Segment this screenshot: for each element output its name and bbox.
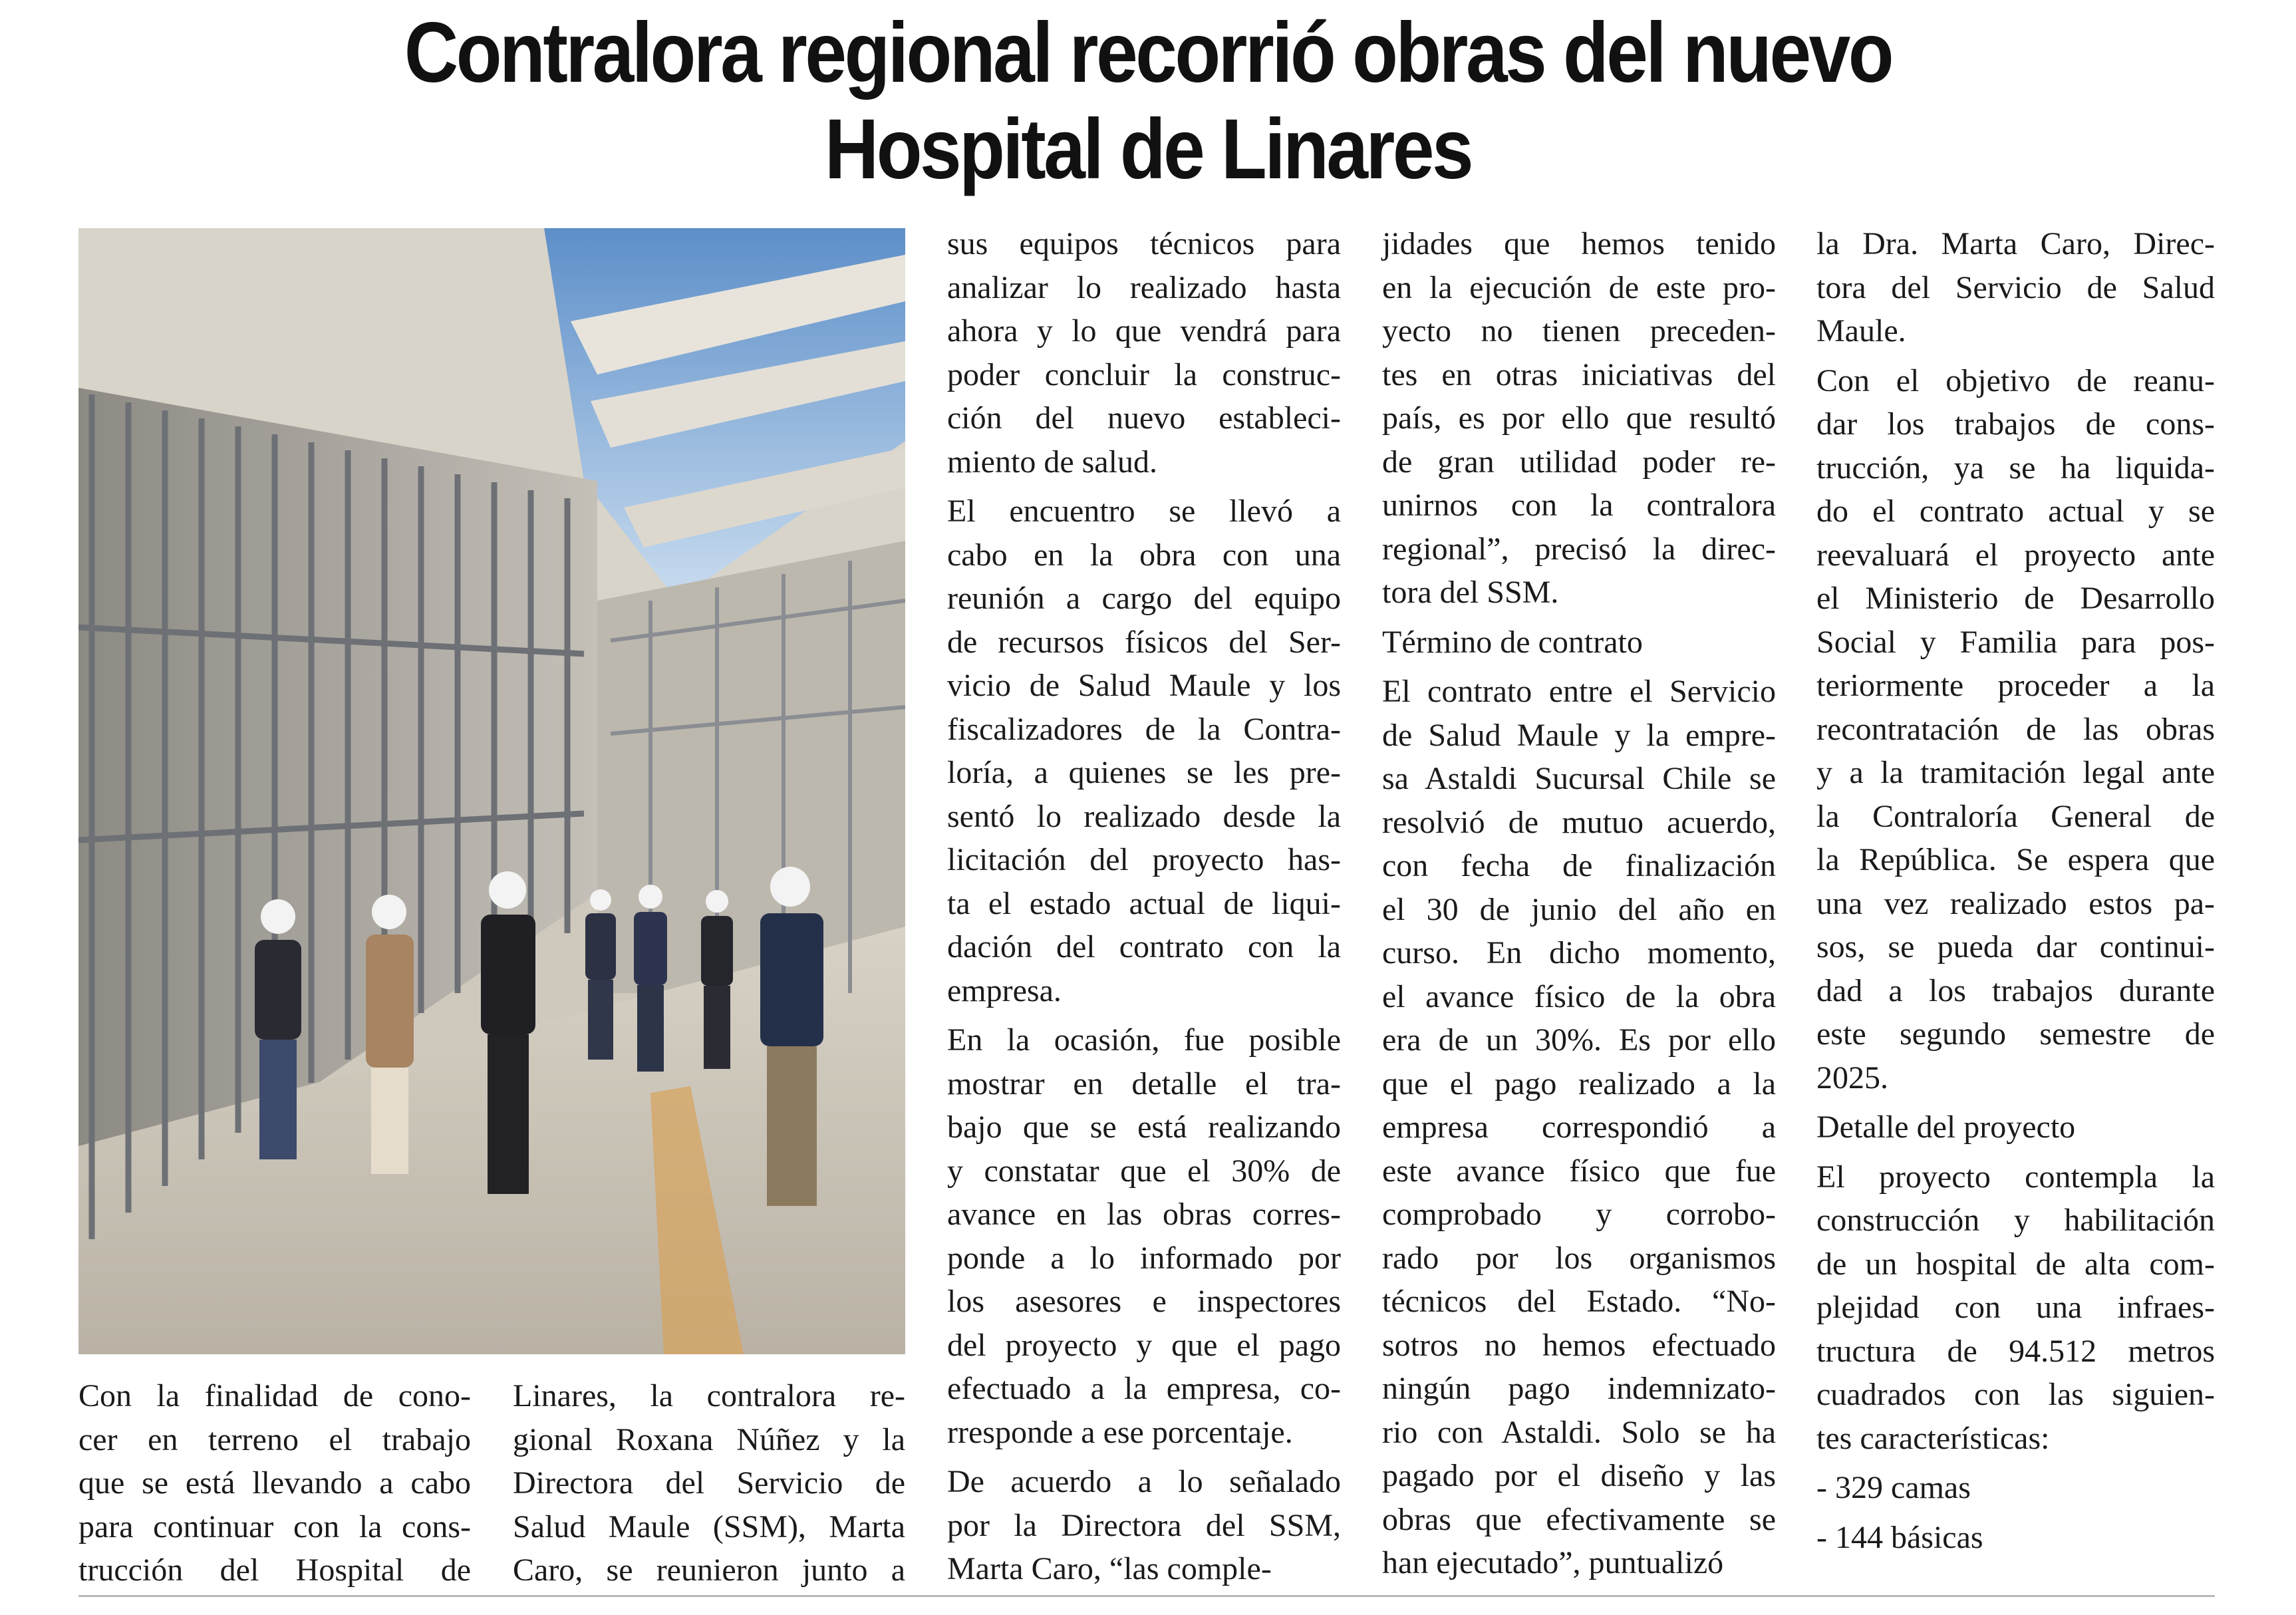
paragraph xyxy=(1382,621,1776,664)
paragraph xyxy=(947,222,1341,484)
text-line: tes características: xyxy=(1816,1420,2050,1456)
text-line: reunión a cargo del equipo xyxy=(947,581,1341,616)
text-line: Linares, la contralora re- xyxy=(513,1378,905,1413)
text-line: licitación del proyecto has- xyxy=(947,842,1341,877)
text-line: técnicos del Estado. “No- xyxy=(1382,1284,1776,1319)
text-line: empresa correspondió a xyxy=(1382,1109,1776,1145)
text-line: sentó lo realizado desde la xyxy=(947,798,1341,834)
text-line: sos, se pueda dar continui- xyxy=(1816,929,2215,964)
text-line: ponde a lo informado por xyxy=(947,1240,1341,1276)
paragraph xyxy=(1816,359,2215,1100)
text-line: reevaluará el proyecto ante xyxy=(1816,537,2215,573)
text-line: tora del SSM. xyxy=(1382,575,1559,610)
text-line: y a la tramitación legal ante xyxy=(1816,755,2215,790)
text-line: país, es por ello que resultó xyxy=(1382,400,1776,436)
text-line: del proyecto y que el pago xyxy=(947,1327,1341,1363)
text-line: el Ministerio de Desarrollo xyxy=(1816,581,2215,616)
text-line: - 144 básicas xyxy=(1816,1519,1983,1555)
text-line: que se está llevando a cabo xyxy=(78,1465,471,1501)
text-line: construcción y habilitación xyxy=(1816,1203,2215,1238)
text-line: ción del nuevo estableci- xyxy=(947,400,1341,436)
text-line: comprobado y corrobo- xyxy=(1382,1197,1776,1232)
text-line: Salud Maule (SSM), Marta xyxy=(513,1509,905,1544)
text-line: trucción, ya se ha liquida- xyxy=(1816,450,2215,486)
text-line: en la ejecución de este pro- xyxy=(1382,269,1776,305)
text-line: Directora del Servicio de xyxy=(513,1465,905,1501)
text-line: la República. Se espera que xyxy=(1816,842,2215,877)
text-line: gional Roxana Núñez y la xyxy=(513,1421,905,1457)
text-line: vicio de Salud Maule y los xyxy=(947,668,1341,703)
text-line: loría, a quienes se les pre- xyxy=(947,755,1341,790)
text-line: la Dra. Marta Caro, Direc- xyxy=(1816,226,2215,261)
text-line: unirnos con la contralora xyxy=(1382,488,1776,523)
paragraph xyxy=(1382,670,1776,1585)
text-line: tora del Servicio de Salud xyxy=(1816,269,2215,305)
text-line: pagado por el diseño y las xyxy=(1382,1458,1776,1493)
construction-site-photo xyxy=(78,228,905,1354)
text-line: miento de salud. xyxy=(947,444,1157,480)
text-line: rado por los organismos xyxy=(1382,1240,1776,1276)
text-line: dación del contrato con la xyxy=(947,929,1341,964)
text-line: era de un 30%. Es por ello xyxy=(1382,1022,1776,1058)
text-line: este avance físico que fue xyxy=(1382,1153,1776,1189)
text-line: El contrato entre el Servicio xyxy=(1382,674,1776,709)
text-line: Social y Familia para pos- xyxy=(1816,624,2215,660)
text-line: Caro, se reunieron junto a xyxy=(513,1552,905,1588)
text-line: 2025. xyxy=(1816,1060,1888,1096)
text-line: ta el estado actual de liqui- xyxy=(947,885,1341,921)
text-line: El proyecto contempla la xyxy=(1816,1159,2215,1195)
text-line: jidades que hemos tenido xyxy=(1382,226,1776,261)
paragraph xyxy=(1816,222,2215,353)
text-line: De acuerdo a lo señalado xyxy=(947,1464,1341,1499)
text-line: recontratación de las obras xyxy=(1816,711,2215,747)
text-line: que el pago realizado a la xyxy=(1382,1066,1776,1101)
text-line: ahora y lo que vendrá para xyxy=(947,313,1341,349)
headline-line-2: Hospital de Linares xyxy=(824,102,1472,197)
text-line: con fecha de finalización xyxy=(1382,848,1776,883)
text-line: obras que efectivamente se xyxy=(1382,1501,1776,1537)
text-line: empresa. xyxy=(947,972,1062,1008)
text-line: El encuentro se llevó a xyxy=(947,494,1341,529)
text-line: rio con Astaldi. Solo se ha xyxy=(1382,1414,1776,1450)
paragraph xyxy=(1816,1466,2215,1510)
paragraph xyxy=(1382,222,1776,615)
text-line: dar los trabajos de cons- xyxy=(1816,406,2215,442)
text-line: cuadrados con las siguien- xyxy=(1816,1377,2215,1412)
column-1 xyxy=(78,1374,471,1598)
text-line: - 329 camas xyxy=(1816,1470,1971,1505)
text-line: ningún pago indemnizato- xyxy=(1382,1371,1776,1406)
text-line: Con la finalidad de cono- xyxy=(78,1378,471,1413)
text-line: analizar lo realizado hasta xyxy=(947,269,1341,305)
paragraph xyxy=(1816,1516,2215,1560)
text-line: trucción del Hospital de xyxy=(78,1552,471,1588)
text-line: Detalle del proyecto xyxy=(1816,1109,2076,1145)
text-line: de Salud Maule y la empre- xyxy=(1382,717,1776,753)
text-line: efectuado a la empresa, co- xyxy=(947,1371,1341,1406)
paragraph xyxy=(947,490,1341,1012)
paragraph xyxy=(1816,1155,2215,1461)
text-line: por la Directora del SSM, xyxy=(947,1507,1341,1543)
text-line: mostrar en detalle el tra- xyxy=(947,1066,1341,1101)
text-line: Término de contrato xyxy=(1382,624,1643,660)
text-line: de un hospital de alta com- xyxy=(1816,1246,2215,1282)
text-line: En la ocasión, fue posible xyxy=(947,1022,1341,1058)
paragraph xyxy=(947,1460,1341,1591)
text-line: cer en terreno el trabajo xyxy=(78,1421,471,1457)
text-line: curso. En dicho momento, xyxy=(1382,935,1776,970)
paragraph xyxy=(78,1374,471,1592)
paragraph xyxy=(513,1374,905,1592)
text-line: poder concluir la construc- xyxy=(947,357,1341,392)
column-4 xyxy=(1382,222,1776,1591)
text-line: el 30 de junio del año en xyxy=(1382,891,1776,927)
bottom-rule xyxy=(78,1595,2215,1597)
text-line: Marta Caro, “las comple- xyxy=(947,1551,1272,1586)
text-line: bajo que se está realizando xyxy=(947,1109,1341,1145)
text-line: sus equipos técnicos para xyxy=(947,226,1341,261)
text-line: dad a los trabajos durante xyxy=(1816,972,2215,1008)
text-line: plejidad con una infraes- xyxy=(1816,1290,2215,1325)
text-line: Maule. xyxy=(1816,313,1906,349)
column-5 xyxy=(1816,222,2215,1565)
text-line: tructura de 94.512 metros xyxy=(1816,1333,2215,1369)
text-line: do el contrato actual y se xyxy=(1816,494,2215,529)
text-line: una vez realizado estos pa- xyxy=(1816,885,2215,921)
paragraph xyxy=(1816,1105,2215,1149)
column-2 xyxy=(513,1374,905,1598)
text-line: la Contraloría General de xyxy=(1816,798,2215,834)
text-line: este segundo semestre de xyxy=(1816,1016,2215,1052)
text-line: han ejecutado”, puntualizó xyxy=(1382,1545,1724,1580)
text-line: de recursos físicos del Ser- xyxy=(947,624,1341,660)
text-line: sa Astaldi Sucursal Chile se xyxy=(1382,761,1776,796)
paragraph xyxy=(947,1018,1341,1454)
text-line: y constatar que el 30% de xyxy=(947,1153,1341,1189)
text-line: avance en las obras corres- xyxy=(947,1197,1341,1232)
text-line: cabo en la obra con una xyxy=(947,537,1341,573)
text-line: los asesores e inspectores xyxy=(947,1284,1341,1319)
text-line: rresponde a ese porcentaje. xyxy=(947,1414,1293,1450)
text-line: resolvió de mutuo acuerdo, xyxy=(1382,804,1776,840)
text-line: tes en otras iniciativas del xyxy=(1382,357,1776,392)
text-line: de gran utilidad poder re- xyxy=(1382,444,1776,480)
text-line: sotros no hemos efectuado xyxy=(1382,1327,1776,1363)
headline-line-1: Contralora regional recorrió obras del nuevo xyxy=(404,5,1892,100)
text-line: teriormente proceder a la xyxy=(1816,668,2215,703)
text-line: para continuar con la cons- xyxy=(78,1509,471,1544)
text-line: regional”, precisó la direc- xyxy=(1382,531,1776,567)
text-line: yecto no tienen preceden- xyxy=(1382,313,1776,349)
text-line: fiscalizadores de la Contra- xyxy=(947,711,1341,747)
text-line: el avance físico de la obra xyxy=(1382,978,1776,1014)
column-3 xyxy=(947,222,1341,1597)
text-line: Con el objetivo de reanu- xyxy=(1816,363,2215,398)
